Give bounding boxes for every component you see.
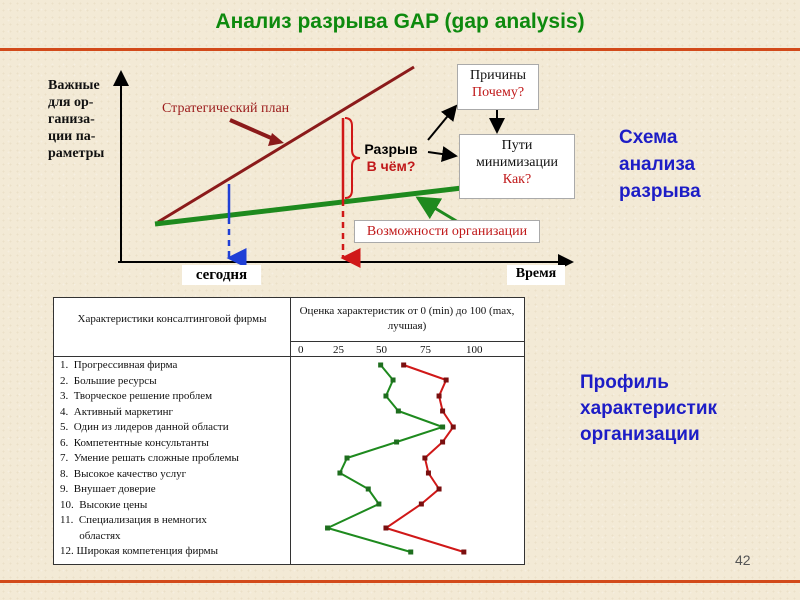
profile-row: 12. Широкая компетенция фирмы — [60, 545, 219, 557]
ways-question: Как? — [502, 172, 532, 187]
profile-row: 10. Высокие цены — [60, 498, 148, 511]
profile-header-score: Оценка характеристик от 0 (min) до 100 (max, лучшая) — [299, 305, 515, 332]
profile-point-2-3 — [437, 394, 442, 399]
page-title: Анализ разрыва GAP (gap analysis) — [215, 10, 585, 33]
capabilities-box: Возможности организации — [354, 220, 540, 243]
profile-point-1-6 — [394, 440, 399, 445]
profile-point-1-1 — [378, 363, 383, 368]
scale-tick-0: 0 — [298, 344, 304, 356]
scale-tick-25: 25 — [333, 344, 344, 356]
profile-point-2-1 — [401, 363, 406, 368]
scale-tick-50: 50 — [376, 344, 387, 356]
ways-label: Пути минимизации — [476, 138, 558, 170]
profile-point-2-5 — [451, 425, 456, 430]
page-number: 42 — [735, 552, 751, 568]
strategic-plan-label: Стратегический план — [162, 101, 290, 116]
profile-point-2-11 — [383, 526, 388, 531]
today-label: сегодня — [182, 265, 261, 285]
profile-row: 2. Большие ресурсы — [60, 374, 157, 387]
profile-point-1-11 — [325, 526, 330, 531]
profile-header-characteristics: Характеристики консалтинговой фирмы — [77, 313, 267, 325]
profile-row: 3. Творческое решение проблем — [60, 390, 213, 402]
profile-point-2-10 — [419, 502, 424, 507]
x-axis-label: Время — [507, 265, 565, 285]
profile-point-2-8 — [426, 471, 431, 476]
profile-point-1-2 — [391, 378, 396, 383]
profile-row: 8. Высокое качество услуг — [60, 467, 187, 480]
profile-row: 11. Специализация в немногих областях — [60, 514, 207, 542]
profile-point-1-12 — [408, 550, 413, 555]
profile-point-1-3 — [383, 394, 388, 399]
profile-point-2-9 — [437, 487, 442, 492]
profile-point-1-8 — [337, 471, 342, 476]
y-axis-label: Важные для ор- ганиза- ции па- раметры — [48, 78, 105, 161]
profile-row: 1. Прогрессивная фирма — [60, 359, 178, 371]
profile-point-2-6 — [440, 440, 445, 445]
side-caption-scheme: Схема анализа разрыва — [619, 127, 701, 202]
profile-point-2-2 — [444, 378, 449, 383]
profile-point-1-9 — [366, 487, 371, 492]
profile-point-1-10 — [376, 502, 381, 507]
profile-row: 7. Умение решать сложные проблемы — [60, 452, 239, 464]
profile-point-2-12 — [461, 550, 466, 555]
profile-point-1-7 — [345, 456, 350, 461]
profile-row: 4. Активный маркетинг — [60, 405, 174, 418]
profile-point-1-5 — [440, 425, 445, 430]
causes-question: Почему? — [471, 85, 525, 100]
gap-question: В чём? — [366, 158, 416, 174]
side-caption-profile: Профиль характеристик организации — [580, 372, 718, 445]
gap-label: Разрыв — [364, 141, 418, 157]
profile-row: 9. Внушает доверие — [60, 483, 156, 495]
profile-point-2-7 — [422, 456, 427, 461]
profile-row: 6. Компетентные консультанты — [60, 436, 209, 449]
profile-point-1-4 — [396, 409, 401, 414]
profile-point-2-4 — [440, 409, 445, 414]
causes-label: Причины — [469, 68, 527, 83]
profile-row: 5. Один из лидеров данной области — [60, 421, 229, 433]
scale-tick-75: 75 — [420, 344, 431, 356]
scale-tick-100: 100 — [466, 344, 483, 356]
bottom-divider — [0, 580, 800, 583]
